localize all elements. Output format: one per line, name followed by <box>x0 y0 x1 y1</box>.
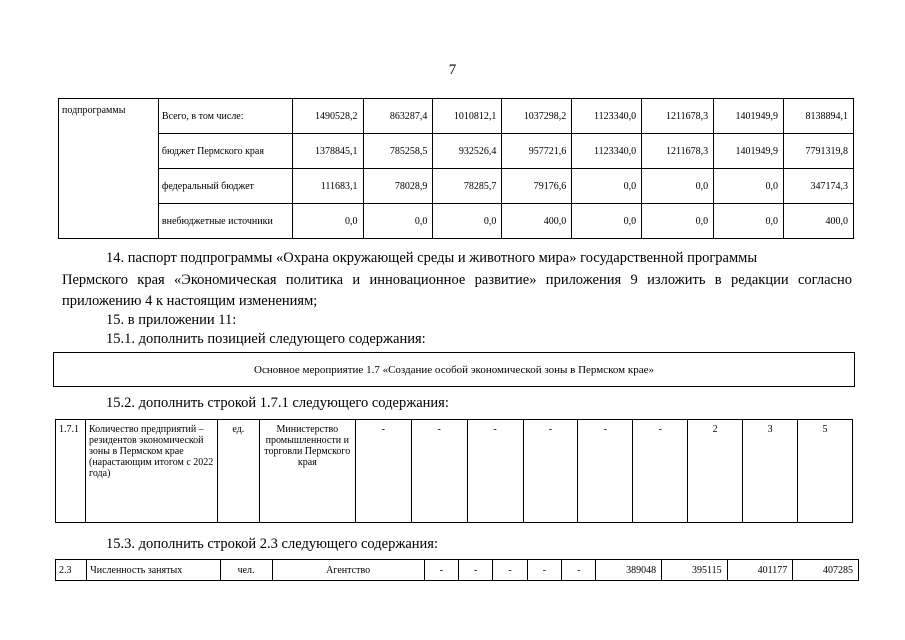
table-cell: - <box>562 560 596 581</box>
table-cell: 932526,4 <box>433 134 502 169</box>
table-cell: 863287,4 <box>363 99 433 134</box>
table-cell: 0,0 <box>292 204 363 239</box>
paragraph-15-2: 15.2. дополнить строкой 1.7.1 следующего содержания: <box>106 395 449 411</box>
row-label: федеральный бюджет <box>158 169 292 204</box>
table-cell: 78285,7 <box>433 169 502 204</box>
main-activity-box <box>53 352 855 387</box>
responsible-org: Министерство промышленности и торговли Пермского края <box>259 420 355 523</box>
table-cell: 785258,5 <box>363 134 433 169</box>
table-cell: 0,0 <box>433 204 502 239</box>
table-cell: 8138894,1 <box>784 99 854 134</box>
unit-cell: ед. <box>217 420 259 523</box>
table-cell: 1401949,9 <box>714 99 784 134</box>
table-cell: 79176,6 <box>502 169 572 204</box>
table-cell: 347174,3 <box>784 169 854 204</box>
paragraph-15-3: 15.3. дополнить строкой 2.3 следующего содержания: <box>106 536 438 552</box>
main-activity-text: Основное мероприятие 1.7 «Создание особой экономической зоны в Пермском крае» <box>254 363 654 376</box>
table-cell: - <box>523 420 578 523</box>
paragraph-15: 15. в приложении 11: <box>106 312 237 328</box>
table-cell: 1378845,1 <box>292 134 363 169</box>
table-cell: - <box>578 420 633 523</box>
table-cell: 0,0 <box>642 169 714 204</box>
table-cell: - <box>633 420 688 523</box>
table-row <box>59 204 854 239</box>
table-cell: 407285 <box>793 560 859 581</box>
table-cell: - <box>424 560 458 581</box>
table-row <box>59 134 854 169</box>
subprogram-budget-table <box>58 98 854 239</box>
row-2-3-table <box>55 559 859 581</box>
table-cell: 389048 <box>596 560 662 581</box>
table-cell: 0,0 <box>572 204 642 239</box>
table-cell: 400,0 <box>784 204 854 239</box>
table-cell: 1401949,9 <box>714 134 784 169</box>
table-cell: 1123340,0 <box>572 99 642 134</box>
table-cell: 78028,9 <box>363 169 433 204</box>
page-number: 7 <box>448 62 457 78</box>
table-row <box>59 169 854 204</box>
table-cell: 1010812,1 <box>433 99 502 134</box>
table-cell: 1211678,3 <box>642 99 714 134</box>
subprogram-label: подпрограммы <box>59 99 159 239</box>
table-cell: 5 <box>798 420 853 523</box>
responsible-org: Агентство <box>272 560 424 581</box>
row-number: 1.7.1 <box>56 420 86 523</box>
table-cell: 957721,6 <box>502 134 572 169</box>
table-cell: 111683,1 <box>292 169 363 204</box>
unit-cell: чел. <box>220 560 272 581</box>
table-cell: - <box>355 420 411 523</box>
table-cell: 0,0 <box>572 169 642 204</box>
indicator-name: Количество предприятий – резидентов экономической зоны в Пермском крае (нарастающим итогом с 2022 года) <box>85 420 217 523</box>
table-cell: 7791319,8 <box>784 134 854 169</box>
table-cell: - <box>467 420 523 523</box>
table-cell: 0,0 <box>642 204 714 239</box>
row-label: внебюджетные источники <box>158 204 292 239</box>
table-cell: 0,0 <box>363 204 433 239</box>
table-cell: 1123340,0 <box>572 134 642 169</box>
table-cell: 0,0 <box>714 204 784 239</box>
table-cell: 401177 <box>727 560 793 581</box>
table-cell: 395115 <box>662 560 728 581</box>
table-cell: 1490528,2 <box>292 99 363 134</box>
paragraph-14-line-2: Пермского края «Экономическая политика и инновационное развитие» приложения 9 изложить в редакции согласно <box>62 272 852 288</box>
table-cell: 3 <box>743 420 798 523</box>
table-row <box>56 560 859 581</box>
paragraph-14-line-3: приложению 4 к настоящим изменениям; <box>62 293 318 309</box>
table-cell: - <box>527 560 561 581</box>
table-cell: - <box>459 560 493 581</box>
table-cell: - <box>493 560 527 581</box>
table-row <box>59 99 854 134</box>
row-label: бюджет Пермского края <box>158 134 292 169</box>
table-cell: 1037298,2 <box>502 99 572 134</box>
paragraph-15-1: 15.1. дополнить позицией следующего содержания: <box>106 331 426 347</box>
table-cell: 400,0 <box>502 204 572 239</box>
indicator-name: Численность занятых <box>87 560 220 581</box>
paragraph-14-line-1: 14. паспорт подпрограммы «Охрана окружающей среды и животного мира» государственной программы <box>106 250 758 266</box>
table-cell: 2 <box>688 420 743 523</box>
table-cell: 1211678,3 <box>642 134 714 169</box>
row-number: 2.3 <box>56 560 87 581</box>
row-1-7-1-table <box>55 419 853 523</box>
table-row <box>56 420 853 523</box>
row-label: Всего, в том числе: <box>158 99 292 134</box>
table-cell: - <box>411 420 467 523</box>
table-cell: 0,0 <box>714 169 784 204</box>
